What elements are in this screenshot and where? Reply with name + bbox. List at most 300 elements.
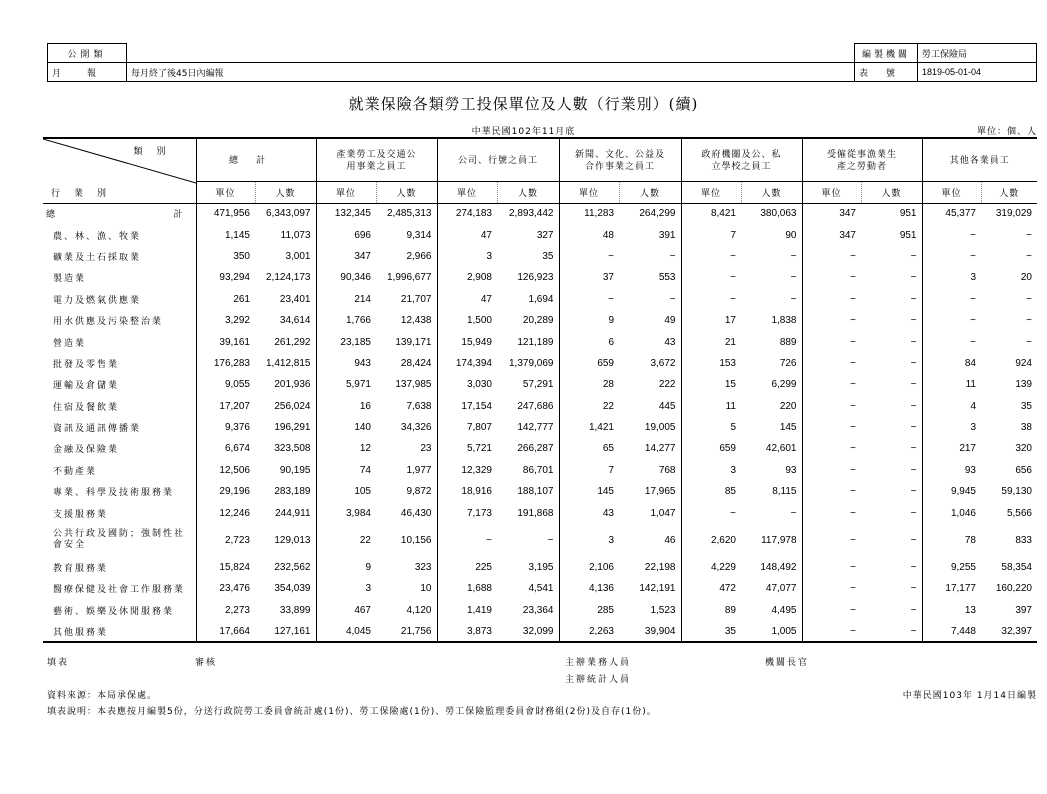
cell-people: 38: [1020, 422, 1032, 434]
group-header-fishery-label: 受僱從事漁業生產之勞動者: [826, 148, 897, 171]
cell-units: −: [608, 250, 614, 262]
row-industry-name: [43, 203, 196, 224]
cell-units: −: [730, 293, 736, 305]
row-industry-name: 藝術、娛樂及休閒服務業: [43, 600, 196, 621]
cell-units: 174,394: [455, 357, 492, 369]
cell-people: 196,291: [255, 417, 316, 438]
cell-people: 20,289: [497, 310, 559, 331]
cell-people: −: [861, 310, 922, 331]
table-row: [43, 438, 1037, 459]
cell-people: 951: [861, 203, 922, 224]
cell-people: 1,412,815: [255, 353, 316, 374]
table-row: [43, 374, 1037, 395]
cell-people: −: [861, 331, 922, 352]
table-row: [43, 502, 1037, 523]
signature-head: 機關長官: [765, 658, 810, 668]
cell-people: 142,191: [619, 578, 681, 599]
cell-people: −: [741, 502, 802, 523]
cell-units: 140: [354, 422, 371, 434]
cell-people: 264,299: [619, 203, 681, 224]
page-title: 就業保險各類勞工投保單位及人數（行業別）(續): [348, 95, 699, 113]
cell-people: −: [741, 289, 802, 310]
cell-people: 43: [619, 331, 681, 352]
compiling-agency-label: 編製機關: [855, 44, 918, 63]
cell-units: −: [850, 486, 856, 498]
group-header-company: 公司、行號之員工: [437, 138, 559, 181]
cell-units: 17,207: [219, 400, 250, 412]
cell-units: 696: [354, 229, 371, 241]
cell-people: 2,485,313: [376, 203, 437, 224]
table-row: [43, 600, 1037, 621]
cell-people: −: [861, 481, 922, 502]
cell-people: −: [861, 460, 922, 481]
cell-people: 19,005: [619, 417, 681, 438]
cell-units: −: [850, 272, 856, 284]
cell-units: 2,620: [710, 534, 736, 546]
cell-people: 4,120: [376, 600, 437, 621]
row-industry-name: 其他服務業: [43, 621, 196, 642]
cell-people: −: [861, 289, 922, 310]
cell-units: 17,177: [945, 583, 976, 595]
cell-units: 9,255: [950, 562, 976, 574]
sub-header-units: 單位: [437, 181, 497, 203]
cell-people: 34,326: [376, 417, 437, 438]
table-row: [43, 557, 1037, 578]
cell-people: 833: [1015, 534, 1032, 546]
cell-units: 12,246: [219, 507, 250, 519]
cell-units: 943: [354, 357, 371, 369]
cell-units: 7,448: [922, 621, 981, 642]
table-row: [43, 289, 1037, 310]
sub-header-people: 人數: [497, 181, 559, 203]
cell-people: 3,195: [497, 557, 559, 578]
cell-units: −: [850, 400, 856, 412]
cell-people: 129,013: [255, 524, 316, 557]
cell-people: 266,287: [497, 438, 559, 459]
group-header-fishery: [802, 138, 922, 181]
cell-units: 5,971: [345, 379, 371, 391]
cell-people: −: [861, 438, 922, 459]
cell-units: 2,723: [224, 534, 250, 546]
cell-units: 2,908: [466, 272, 492, 284]
cell-people: 2,966: [376, 246, 437, 267]
cell-units: 29,196: [219, 486, 250, 498]
cell-people: 57,291: [497, 374, 559, 395]
cell-people: 1,694: [497, 289, 559, 310]
table-row: [43, 396, 1037, 417]
cell-people: 656: [1015, 464, 1032, 476]
cell-units: 225: [475, 562, 492, 574]
cell-units: 2,273: [224, 604, 250, 616]
cell-people: 90,195: [255, 460, 316, 481]
cell-units: 65: [602, 443, 614, 455]
cell-units: 214: [354, 293, 371, 305]
cell-units: 3: [970, 422, 976, 434]
cell-people: −: [861, 502, 922, 523]
cell-units: 1,500: [466, 315, 492, 327]
cell-people: 323,508: [255, 438, 316, 459]
cell-units: 48: [602, 229, 614, 241]
cell-units: 28: [602, 379, 614, 391]
cell-people: 21,707: [376, 289, 437, 310]
cell-people: 47,077: [741, 578, 802, 599]
cell-units: −: [850, 422, 856, 434]
cell-units: 3: [365, 583, 371, 595]
cell-units: 93: [964, 464, 976, 476]
table-row: [43, 310, 1037, 331]
cell-people: 11,073: [255, 224, 316, 245]
cell-units: −: [850, 293, 856, 305]
cell-people: 445: [619, 396, 681, 417]
cell-people: −: [861, 246, 922, 267]
info-box-left: [47, 43, 855, 82]
corner-industry-label: 行業別: [51, 187, 121, 198]
cell-units: 9,376: [224, 422, 250, 434]
cell-people: 14,277: [619, 438, 681, 459]
public-category-label: 公開類: [48, 44, 127, 63]
compiling-agency-value: 勞工保險局: [918, 44, 1037, 63]
cell-units: 4,045: [316, 621, 376, 642]
cell-people: −: [619, 246, 681, 267]
data-table: [43, 137, 1037, 643]
cell-people: 247,686: [497, 396, 559, 417]
table-row: [43, 267, 1037, 288]
cell-people: 12,438: [376, 310, 437, 331]
cell-people: 222: [619, 374, 681, 395]
row-industry-name: 礦業及土石採取業: [43, 246, 196, 267]
cell-people: 8,115: [741, 481, 802, 502]
cell-units: 47: [480, 293, 492, 305]
cell-people: −: [1026, 315, 1032, 327]
cell-people: −: [861, 524, 922, 557]
cell-people: 126,923: [497, 267, 559, 288]
cell-people: −: [497, 524, 559, 557]
report-date: 中華民國102年11月底: [471, 127, 576, 137]
cell-people: −: [741, 246, 802, 267]
cell-people: 201,936: [255, 374, 316, 395]
cell-people: 17,965: [619, 481, 681, 502]
cell-units: 9: [365, 562, 371, 574]
cell-units: 3,292: [224, 315, 250, 327]
sub-header-units: 單位: [681, 181, 741, 203]
row-industry-name: 營造業: [43, 331, 196, 352]
cell-units: 39,161: [219, 336, 250, 348]
table-row: [43, 524, 1037, 557]
cell-units: 12,329: [461, 464, 492, 476]
corner-header: [43, 138, 196, 203]
row-industry-name: 專業、科學及技術服務業: [43, 481, 196, 502]
sub-header-units: 單位: [559, 181, 619, 203]
cell-people: 1,047: [619, 502, 681, 523]
cell-people: 1,996,677: [376, 267, 437, 288]
cell-units: 22: [602, 400, 614, 412]
cell-units: 347: [839, 229, 856, 241]
cell-people: −: [1026, 229, 1032, 241]
cell-people: 9,872: [376, 481, 437, 502]
cell-people: 261,292: [255, 331, 316, 352]
cell-units: 3: [730, 464, 736, 476]
cell-people: 35: [1020, 400, 1032, 412]
report-frequency-label: 月報: [48, 63, 127, 82]
row-total-label-right: 計: [173, 210, 183, 221]
cell-units: −: [970, 293, 976, 305]
cell-units: 659: [719, 443, 736, 455]
cell-units: 3,984: [345, 507, 371, 519]
cell-units: 23,185: [340, 336, 371, 348]
cell-people: 2,124,173: [255, 267, 316, 288]
cell-people: 1,005: [741, 621, 802, 642]
cell-people: 256,024: [255, 396, 316, 417]
row-industry-name: 農、林、漁、牧業: [43, 224, 196, 245]
cell-people: 232,562: [255, 557, 316, 578]
form-number-label: 表號: [855, 63, 918, 82]
cell-people: 93: [741, 460, 802, 481]
cell-units: −: [730, 272, 736, 284]
row-total-label-left: 總: [46, 210, 56, 221]
cell-people: 148,492: [741, 557, 802, 578]
cell-people: −: [861, 396, 922, 417]
cell-units: −: [730, 507, 736, 519]
cell-units: 467: [354, 604, 371, 616]
footer-date: 中華民國103年 1月14日編製: [902, 691, 1037, 701]
cell-units: 15,949: [461, 336, 492, 348]
sub-header-people: 人數: [376, 181, 437, 203]
cell-people: 32,099: [497, 621, 559, 642]
row-industry-name: 住宿及餐飲業: [43, 396, 196, 417]
cell-units: 6,674: [224, 443, 250, 455]
cell-people: 86,701: [497, 460, 559, 481]
cell-units: 1,145: [224, 229, 250, 241]
cell-units: −: [850, 562, 856, 574]
table-row: [43, 417, 1037, 438]
cell-people: 46,430: [376, 502, 437, 523]
cell-people: 139: [1015, 379, 1032, 391]
cell-people: 191,868: [497, 502, 559, 523]
cell-units: −: [850, 250, 856, 262]
cell-people: −: [1026, 293, 1032, 305]
cell-units: 3,030: [466, 379, 492, 391]
cell-units: 659: [597, 357, 614, 369]
cell-people: 1,379,069: [497, 353, 559, 374]
cell-people: 2,893,442: [497, 203, 559, 224]
cell-people: −: [861, 267, 922, 288]
cell-units: 18,916: [461, 486, 492, 498]
corner-category-label: 類別: [133, 146, 180, 156]
row-industry-name: 運輸及倉儲業: [43, 374, 196, 395]
cell-people: 5,566: [1006, 507, 1032, 519]
sub-header-units: 單位: [802, 181, 861, 203]
sub-header-units: 單位: [196, 181, 255, 203]
cell-people: 319,029: [995, 208, 1032, 220]
cell-units: −: [850, 357, 856, 369]
cell-units: 84: [964, 357, 976, 369]
cell-people: 59,130: [1001, 486, 1032, 498]
cell-units: 37: [602, 272, 614, 284]
cell-units: 1,419: [466, 604, 492, 616]
cell-units: 7,173: [466, 507, 492, 519]
cell-units: 145: [597, 486, 614, 498]
group-header-other: 其他各業員工: [922, 138, 1037, 181]
cell-units: −: [850, 336, 856, 348]
cell-units: 105: [354, 486, 371, 498]
cell-people: −: [861, 600, 922, 621]
row-industry-name: 電力及燃氣供應業: [43, 289, 196, 310]
cell-people: 34,614: [255, 310, 316, 331]
table-row: [43, 460, 1037, 481]
cell-units: 15: [724, 379, 736, 391]
cell-people: 188,107: [497, 481, 559, 502]
cell-units: 3: [970, 272, 976, 284]
group-header-industrial: [316, 138, 437, 181]
cell-units: 43: [602, 507, 614, 519]
sub-header-units: 單位: [316, 181, 376, 203]
cell-units: 74: [359, 464, 371, 476]
row-industry-name: 用水供應及污染整治業: [43, 310, 196, 331]
cell-units: 12: [359, 443, 371, 455]
cell-people: 145: [741, 417, 802, 438]
cell-people: 397: [1015, 604, 1032, 616]
cell-units: 47: [480, 229, 492, 241]
cell-units: 153: [719, 357, 736, 369]
cell-people: 127,161: [255, 621, 316, 642]
cell-people: 20: [1020, 272, 1032, 284]
cell-people: 22,198: [619, 557, 681, 578]
cell-units: −: [850, 507, 856, 519]
row-industry-name: 公共行政及國防；強制性社會安全: [43, 524, 196, 557]
cell-people: −: [861, 417, 922, 438]
cell-units: 285: [597, 604, 614, 616]
row-industry-name: 支援服務業: [43, 502, 196, 523]
cell-people: 1,977: [376, 460, 437, 481]
row-industry-name: 不動產業: [43, 460, 196, 481]
cell-units: 17,154: [461, 400, 492, 412]
cell-units: 7,807: [466, 422, 492, 434]
cell-people: 23: [376, 438, 437, 459]
cell-people: 139,171: [376, 331, 437, 352]
cell-people: 3,672: [619, 353, 681, 374]
cell-units: 35: [681, 621, 741, 642]
cell-units: 7: [608, 464, 614, 476]
cell-units: −: [970, 336, 976, 348]
cell-units: 5: [730, 422, 736, 434]
cell-units: −: [850, 583, 856, 595]
cell-people: 244,911: [255, 502, 316, 523]
cell-people: −: [619, 289, 681, 310]
cell-units: 6: [608, 336, 614, 348]
cell-people: 3,001: [255, 246, 316, 267]
cell-units: 1,421: [588, 422, 614, 434]
footer-note: 填表說明：本表應按月編製5份，分送行政院勞工委員會統計處(1份)、勞工保險處(1份)、勞工保險監理委員會財務組(2份)及自存(1份)。: [47, 707, 657, 717]
group-header-industrial-label: 產業勞工及交通公用事業之員工: [336, 148, 417, 171]
cell-people: 4,495: [741, 600, 802, 621]
cell-people: 39,904: [619, 621, 681, 642]
cell-people: 49: [619, 310, 681, 331]
cell-units: 15,824: [219, 562, 250, 574]
cell-people: 768: [619, 460, 681, 481]
cell-units: −: [970, 229, 976, 241]
cell-units: 274,183: [455, 208, 492, 220]
cell-people: 327: [497, 224, 559, 245]
cell-people: 137,985: [376, 374, 437, 395]
cell-people: 10,156: [376, 524, 437, 557]
cell-units: 472: [719, 583, 736, 595]
cell-people: −: [1026, 336, 1032, 348]
cell-people: 7,638: [376, 396, 437, 417]
cell-units: 9: [608, 315, 614, 327]
cell-units: 2,106: [588, 562, 614, 574]
cell-people: −: [861, 557, 922, 578]
cell-units: 16: [359, 400, 371, 412]
cell-people: 33,899: [255, 600, 316, 621]
cell-units: 23,476: [219, 583, 250, 595]
cell-units: 3: [608, 534, 614, 546]
table-row: [43, 224, 1037, 245]
cell-units: 176,283: [213, 357, 250, 369]
table-row: [43, 203, 1037, 224]
cell-units: 4,136: [588, 583, 614, 595]
cell-people: 951: [861, 224, 922, 245]
cell-units: 13: [964, 604, 976, 616]
cell-people: 23,364: [497, 600, 559, 621]
cell-units: −: [970, 315, 976, 327]
group-header-total: 總計: [196, 138, 316, 181]
cell-units: −: [850, 464, 856, 476]
sub-header-people: 人數: [741, 181, 802, 203]
cell-units: 85: [724, 486, 736, 498]
row-industry-name: 教育服務業: [43, 557, 196, 578]
cell-people: 380,063: [741, 203, 802, 224]
cell-units: 89: [724, 604, 736, 616]
cell-people: −: [861, 353, 922, 374]
form-number-value: 1819-05-01-04: [918, 63, 1037, 82]
cell-people: 10: [376, 578, 437, 599]
cell-units: 4: [970, 400, 976, 412]
cell-people: 46: [619, 524, 681, 557]
cell-units: −: [730, 250, 736, 262]
cell-people: −: [861, 374, 922, 395]
group-header-press: [559, 138, 681, 181]
cell-people: 1,523: [619, 600, 681, 621]
info-box-right: [854, 43, 1037, 82]
cell-people: −: [861, 578, 922, 599]
cell-units: −: [486, 534, 492, 546]
cell-people: 320: [1015, 443, 1032, 455]
cell-units: 9,055: [224, 379, 250, 391]
cell-units: 347: [354, 250, 371, 262]
cell-units: 1,766: [345, 315, 371, 327]
row-industry-name: 批發及零售業: [43, 353, 196, 374]
cell-units: −: [850, 604, 856, 616]
cell-people: 23,401: [255, 289, 316, 310]
cell-units: 2,263: [559, 621, 619, 642]
signature-stats-officer: 主辦統計人員: [565, 675, 632, 685]
cell-units: 1,688: [466, 583, 492, 595]
cell-units: 5,721: [466, 443, 492, 455]
signature-reviewer: 審核: [195, 658, 218, 668]
cell-units: 471,956: [213, 208, 250, 220]
cell-people: 32,397: [981, 621, 1037, 642]
signature-business-officer: 主辦業務人員: [565, 658, 632, 668]
cell-people: 924: [1015, 357, 1032, 369]
cell-units: 7: [730, 229, 736, 241]
cell-people: 726: [741, 353, 802, 374]
cell-people: 283,189: [255, 481, 316, 502]
cell-people: 142,777: [497, 417, 559, 438]
table-row: [43, 353, 1037, 374]
cell-units: 261: [233, 293, 250, 305]
cell-units: 3: [486, 250, 492, 262]
group-header-government: [681, 138, 802, 181]
